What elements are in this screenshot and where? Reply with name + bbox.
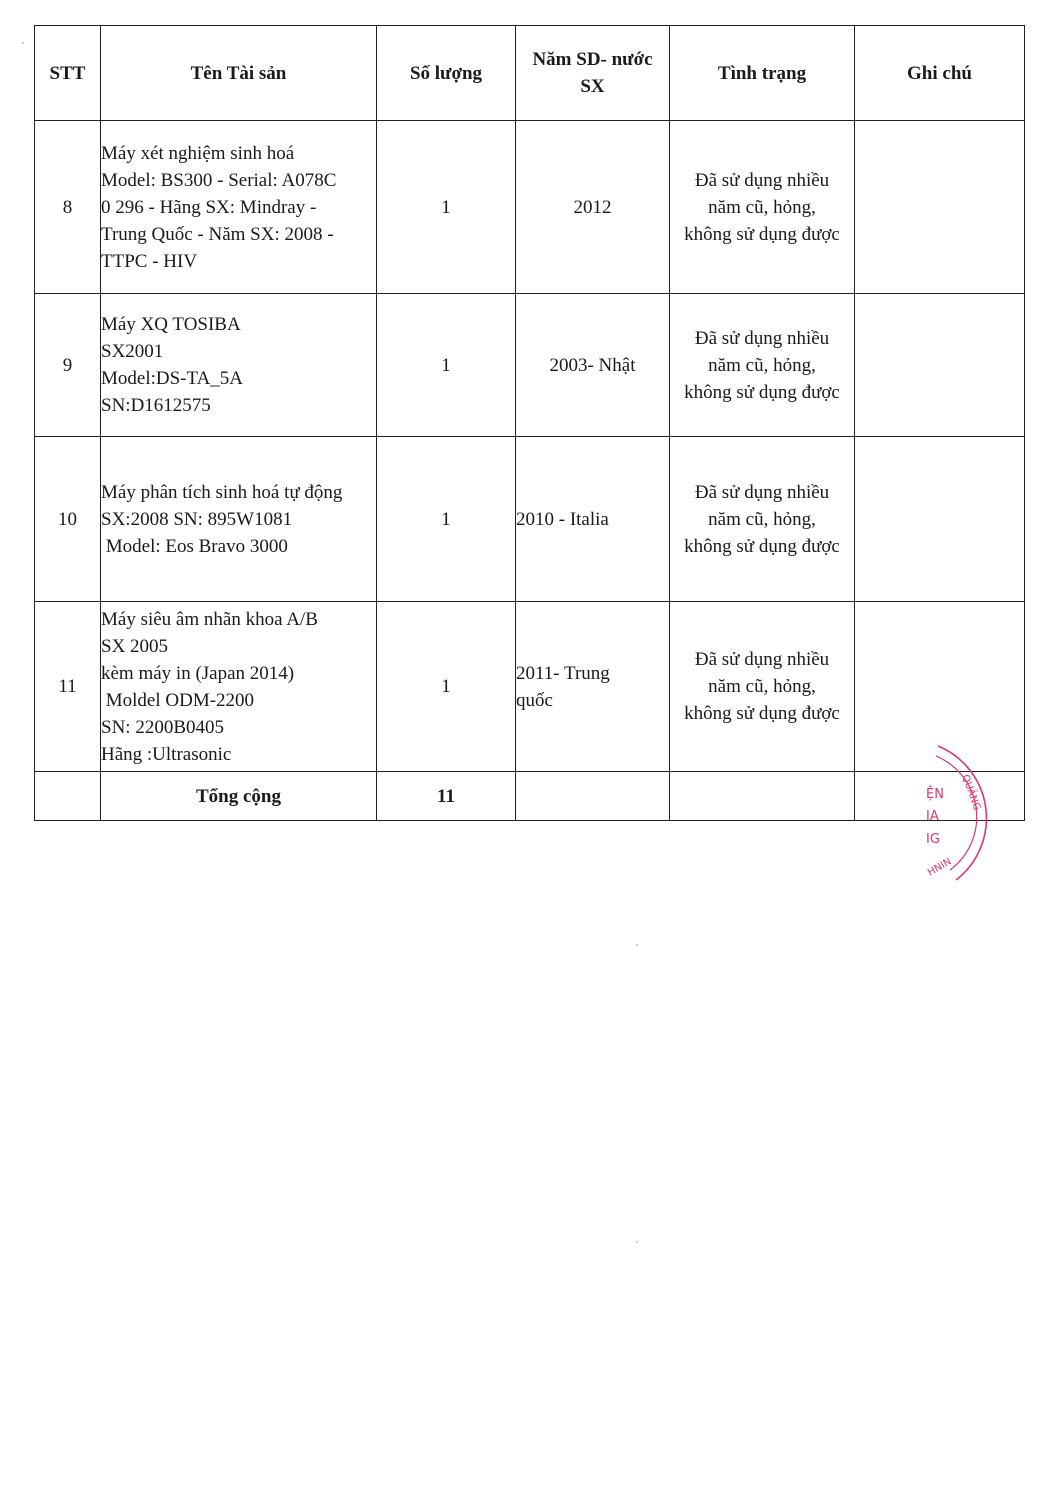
table-row bbox=[35, 602, 1025, 772]
asset-name-line: Trung Quốc - Năm SX: 2008 - bbox=[101, 223, 334, 245]
asset-name-line: TTPC - HIV bbox=[101, 250, 198, 272]
row-note bbox=[855, 121, 1025, 294]
status-line: Đã sử dụng nhiều bbox=[694, 327, 830, 349]
asset-name-line: Model:DS-TA_5A bbox=[101, 368, 244, 389]
total-year-country bbox=[516, 772, 670, 821]
row-quantity: 1 bbox=[377, 602, 516, 772]
scan-speck bbox=[636, 1241, 638, 1243]
total-status bbox=[670, 772, 855, 821]
row-asset-name bbox=[101, 121, 377, 294]
row-asset-name bbox=[101, 294, 377, 437]
seal-stamp-icon bbox=[900, 740, 990, 890]
row-quantity: 1 bbox=[377, 294, 516, 437]
stamp-text: HNIN bbox=[926, 856, 954, 879]
row-stt: 10 bbox=[35, 437, 101, 602]
row-year-country: 2010 - Italia bbox=[516, 437, 670, 602]
asset-name-line: kèm máy in (Japan 2014) bbox=[101, 662, 295, 684]
status-line: không sử dụng được bbox=[684, 535, 840, 557]
header-status: Tình trạng bbox=[670, 26, 855, 121]
row-stt: 11 bbox=[35, 602, 101, 772]
scan-speck bbox=[22, 42, 24, 44]
asset-name-line: SX 2005 bbox=[101, 635, 169, 657]
row-asset-name bbox=[101, 602, 377, 772]
asset-name-line: SX:2008 SN: 895W1081 bbox=[101, 508, 293, 530]
asset-name-line: Máy XQ TOSIBA bbox=[101, 314, 241, 335]
header-quantity: Số lượng bbox=[377, 26, 516, 121]
header-stt: STT bbox=[35, 26, 101, 121]
asset-name-line: SN: 2200B0405 bbox=[101, 716, 224, 738]
row-status bbox=[670, 121, 855, 294]
row-stt: 8 bbox=[35, 121, 101, 294]
row-year-country: 2011- Trung quốc bbox=[516, 602, 670, 772]
status-line: năm cũ, hỏng, bbox=[708, 196, 816, 218]
status-line: không sử dụng được bbox=[684, 703, 840, 724]
table-row bbox=[35, 437, 1025, 602]
scan-speck bbox=[636, 944, 638, 946]
row-status bbox=[670, 437, 855, 602]
status-line: năm cũ, hỏng, bbox=[708, 354, 816, 376]
row-status bbox=[670, 602, 855, 772]
row-note bbox=[855, 437, 1025, 602]
asset-name-line: Model: Eos Bravo 3000 bbox=[101, 535, 288, 557]
status-line: năm cũ, hỏng, bbox=[708, 676, 816, 697]
row-year-country: 2012 bbox=[516, 121, 670, 294]
header-asset-name: Tên Tài sản bbox=[101, 26, 377, 121]
status-line: Đã sử dụng nhiều bbox=[694, 481, 830, 503]
row-note bbox=[855, 294, 1025, 437]
row-quantity: 1 bbox=[377, 121, 516, 294]
asset-name-line: 0 296 - Hãng SX: Mindray - bbox=[101, 196, 317, 218]
asset-name-line: SX2001 bbox=[101, 341, 164, 362]
row-quantity: 1 bbox=[377, 437, 516, 602]
asset-name-line: Model: BS300 - Serial: A078C bbox=[101, 169, 337, 191]
total-quantity: 11 bbox=[377, 772, 516, 821]
header-note: Ghi chú bbox=[855, 26, 1025, 121]
stamp-text: ỆN bbox=[926, 787, 944, 802]
row-status bbox=[670, 294, 855, 437]
status-line: không sử dụng được bbox=[684, 381, 840, 403]
row-asset-name bbox=[101, 437, 377, 602]
row-stt: 9 bbox=[35, 294, 101, 437]
asset-name-line: Máy siêu âm nhãn khoa A/B bbox=[101, 608, 318, 630]
stamp-text: IG bbox=[926, 832, 940, 847]
stamp-text: QUẢNG bbox=[959, 773, 983, 813]
asset-name-line: Máy phân tích sinh hoá tự động bbox=[101, 481, 343, 503]
status-line: Đã sử dụng nhiều bbox=[694, 649, 830, 670]
status-line: Đã sử dụng nhiều bbox=[694, 169, 830, 191]
asset-name-line: SN:D1612575 bbox=[101, 395, 211, 416]
table-row bbox=[35, 121, 1025, 294]
asset-table bbox=[34, 25, 1025, 821]
stamp-text: IA bbox=[926, 809, 939, 824]
asset-name-line: Máy xét nghiệm sinh hoá bbox=[101, 142, 295, 164]
row-year-country: 2003- Nhật bbox=[516, 294, 670, 437]
total-stt bbox=[35, 772, 101, 821]
header-year-country: Năm SD- nước SX bbox=[516, 26, 670, 121]
status-line: không sử dụng được bbox=[684, 223, 840, 245]
table-header-row bbox=[35, 26, 1025, 121]
total-label: Tổng cộng bbox=[101, 772, 377, 821]
table-row bbox=[35, 294, 1025, 437]
total-row bbox=[35, 772, 1025, 821]
status-line: năm cũ, hỏng, bbox=[708, 508, 816, 530]
asset-name-line: Moldel ODM-2200 bbox=[101, 689, 255, 711]
asset-name-line: Hãng :Ultrasonic bbox=[101, 743, 232, 765]
